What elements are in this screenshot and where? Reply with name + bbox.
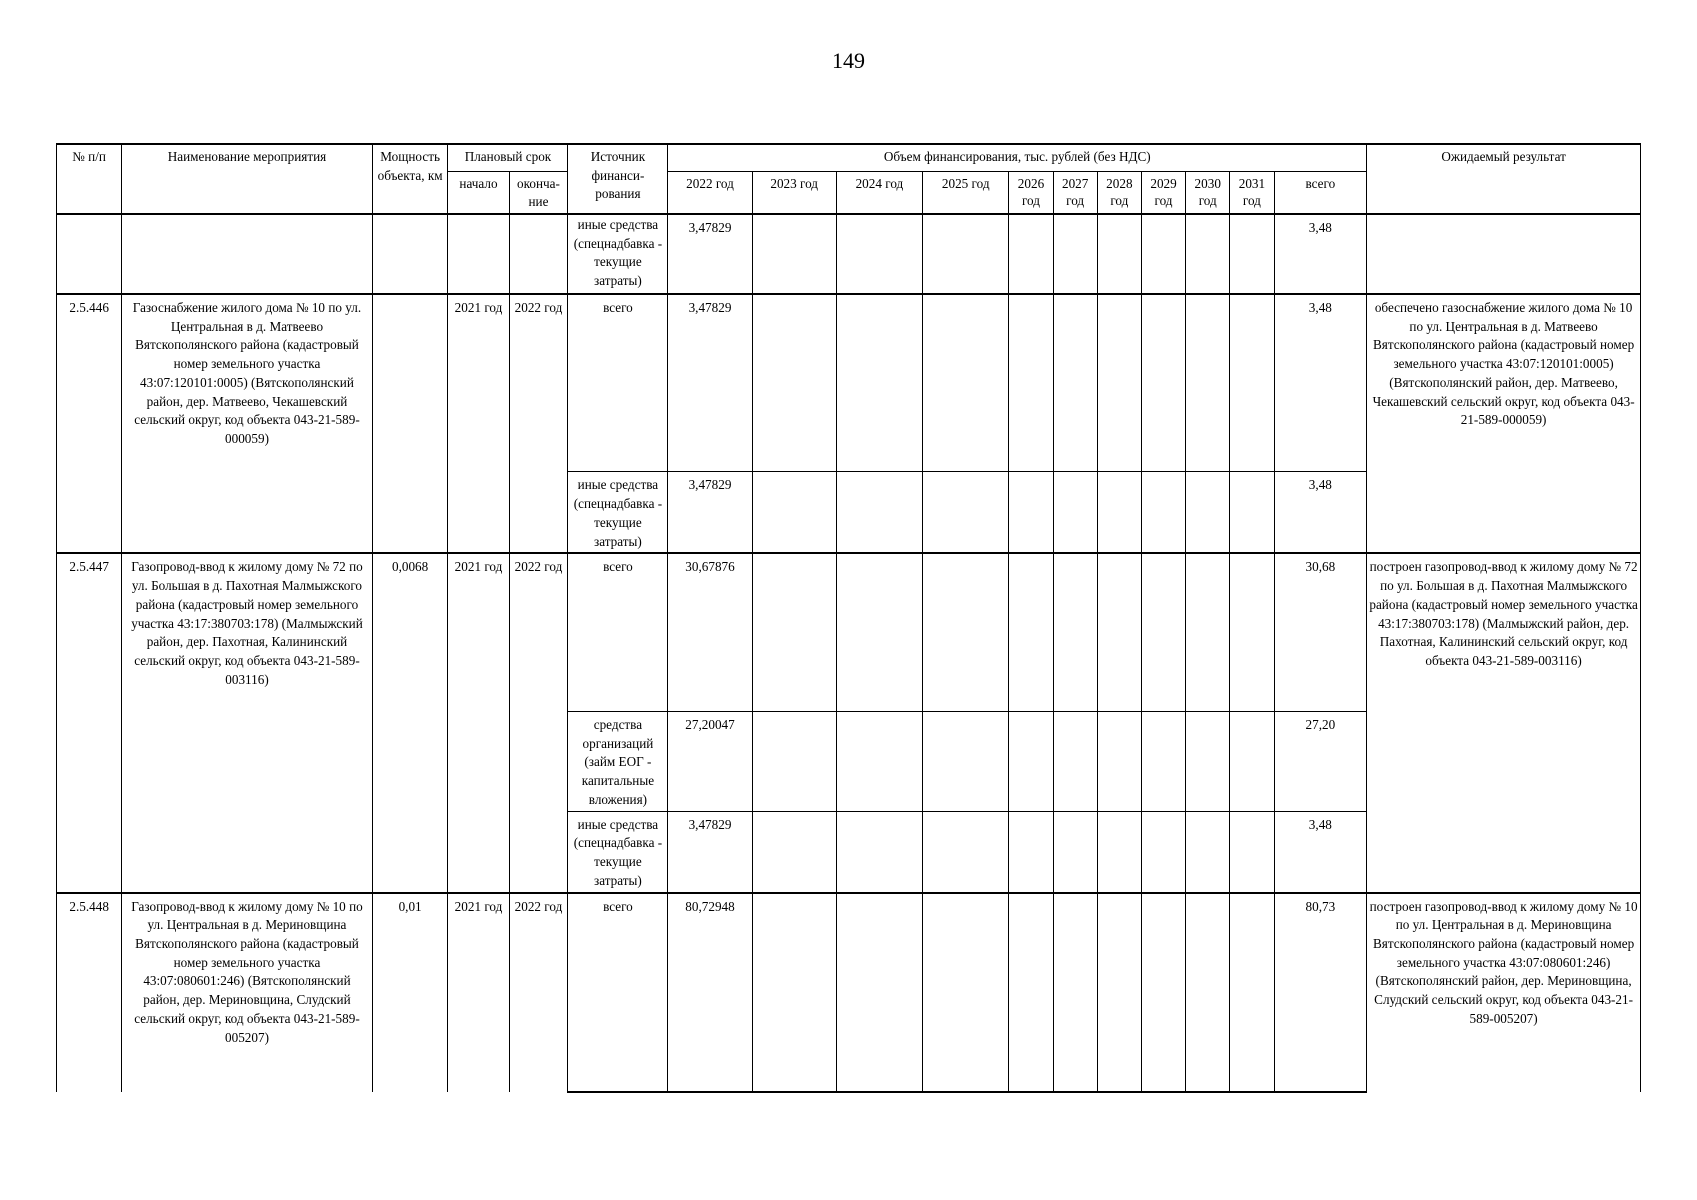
header-year-2031: 2031 год bbox=[1230, 171, 1274, 214]
header-year-2023: 2023 год bbox=[752, 171, 836, 214]
value-2022: 27,20047 bbox=[668, 711, 752, 811]
header-name: Наименование мероприятия bbox=[122, 144, 372, 214]
header-result: Ожидаемый результат bbox=[1367, 144, 1641, 214]
header-year-2022: 2022 год bbox=[668, 171, 752, 214]
source-cell: средства организаций (займ ЕОГ - капитальные вложения) bbox=[568, 711, 668, 811]
header-year-2027: 2027 год bbox=[1053, 171, 1097, 214]
start-cell: 2021 год bbox=[448, 294, 509, 553]
header-capacity: Мощность объекта, км bbox=[372, 144, 448, 214]
start-cell bbox=[448, 214, 509, 294]
end-cell: 2022 год bbox=[509, 893, 568, 1092]
result-cell: построен газопровод-ввод к жилому дому № 72 по ул. Большая в д. Пахотная Малмыжского района (кадастровый номер земельного участка 43:17:380703:178) (Малмыжский район, дер. Пахотная, Калининский сельский округ, код объекта 043-21-589-003116) bbox=[1367, 553, 1641, 892]
header-term-end: оконча-ние bbox=[509, 171, 568, 214]
capacity-cell: 0,0068 bbox=[372, 553, 448, 892]
table-row bbox=[57, 893, 1641, 1092]
table-row bbox=[57, 294, 1641, 472]
num-cell: 2.5.446 bbox=[57, 294, 122, 553]
name-cell: Газоснабжение жилого дома № 10 по ул. Центральная в д. Матвеево Вятскополянского района (кадастровый номер земельного участка 43:07:120101:0005) (Вятскополянский район, дер. Матвеево, Чекашевский сельский округ, код объекта 043-21-589-000059) bbox=[122, 294, 372, 553]
capacity-cell bbox=[372, 214, 448, 294]
result-cell: построен газопровод-ввод к жилому дому № 10 по ул. Центральная в д. Мериновщина Вятскополянского района (кадастровый номер земельного участка 43:07:080601:246) (Вятскополянский район, дер. Мериновщина, Слудский сельский округ, код объекта 043-21-589-005207) bbox=[1367, 893, 1641, 1092]
header-term-start: начало bbox=[448, 171, 509, 214]
num-cell: 2.5.447 bbox=[57, 553, 122, 892]
source-cell: иные средства (спецнадбавка - текущие затраты) bbox=[568, 811, 668, 892]
end-cell bbox=[509, 214, 568, 294]
name-cell bbox=[122, 214, 372, 294]
value-2022: 30,67876 bbox=[668, 553, 752, 711]
num-cell: 2.5.448 bbox=[57, 893, 122, 1092]
value-total: 27,20 bbox=[1274, 711, 1367, 811]
header-term: Плановый срок bbox=[448, 144, 568, 171]
table-row bbox=[57, 553, 1641, 711]
source-cell: иные средства (спецнадбавка - текущие затраты) bbox=[568, 214, 668, 294]
header-year-2029: 2029 год bbox=[1141, 171, 1185, 214]
num-cell bbox=[57, 214, 122, 294]
end-cell: 2022 год bbox=[509, 553, 568, 892]
header-volume: Объем финансирования, тыс. рублей (без НДС) bbox=[668, 144, 1367, 171]
value-total: 3,48 bbox=[1274, 294, 1367, 472]
value-2022: 3,47829 bbox=[668, 811, 752, 892]
header-source: Источник финанси-рования bbox=[568, 144, 668, 214]
value-total: 80,73 bbox=[1274, 893, 1367, 1092]
financing-table bbox=[56, 143, 1641, 1093]
header-num: № п/п bbox=[57, 144, 122, 214]
source-cell: всего bbox=[568, 553, 668, 711]
header-year-2030: 2030 год bbox=[1186, 171, 1230, 214]
header-year-2025: 2025 год bbox=[923, 171, 1009, 214]
source-cell: всего bbox=[568, 294, 668, 472]
capacity-cell: 0,01 bbox=[372, 893, 448, 1092]
start-cell: 2021 год bbox=[448, 553, 509, 892]
value-2022: 3,47829 bbox=[668, 214, 752, 294]
header-year-2028: 2028 год bbox=[1097, 171, 1141, 214]
value-total: 3,48 bbox=[1274, 472, 1367, 553]
header-year-2024: 2024 год bbox=[836, 171, 922, 214]
value-2022: 3,47829 bbox=[668, 294, 752, 472]
value-2022: 3,47829 bbox=[668, 472, 752, 553]
value-total: 3,48 bbox=[1274, 214, 1367, 294]
value-total: 3,48 bbox=[1274, 811, 1367, 892]
end-cell: 2022 год bbox=[509, 294, 568, 553]
header-year-2026: 2026 год bbox=[1009, 171, 1053, 214]
page-number: 149 bbox=[832, 48, 865, 73]
name-cell: Газопровод-ввод к жилому дому № 72 по ул. Большая в д. Пахотная Малмыжского района (кадастровый номер земельного участка 43:17:380703:178) (Малмыжский район, дер. Пахотная, Калининский сельский округ, код объекта 043-21-589-003116) bbox=[122, 553, 372, 892]
start-cell: 2021 год bbox=[448, 893, 509, 1092]
value-total: 30,68 bbox=[1274, 553, 1367, 711]
name-cell: Газопровод-ввод к жилому дому № 10 по ул. Центральная в д. Мериновщина Вятскополянского района (кадастровый номер земельного участка 43:07:080601:246) (Вятскополянский район, дер. Мериновщина, Слудский сельский округ, код объекта 043-21-589-005207) bbox=[122, 893, 372, 1092]
value-2022: 80,72948 bbox=[668, 893, 752, 1092]
result-cell bbox=[1367, 214, 1641, 294]
header-total: всего bbox=[1274, 171, 1367, 214]
source-cell: всего bbox=[568, 893, 668, 1092]
table-row bbox=[57, 214, 1641, 294]
capacity-cell bbox=[372, 294, 448, 553]
result-cell: обеспечено газоснабжение жилого дома № 10 по ул. Центральная в д. Матвеево Вятскополянского района (кадастровый номер земельного участка 43:07:120101:0005) (Вятскополянский район, дер. Матвеево, Чекашевский сельский округ, код объекта 043-21-589-000059) bbox=[1367, 294, 1641, 553]
source-cell: иные средства (спецнадбавка - текущие затраты) bbox=[568, 472, 668, 553]
